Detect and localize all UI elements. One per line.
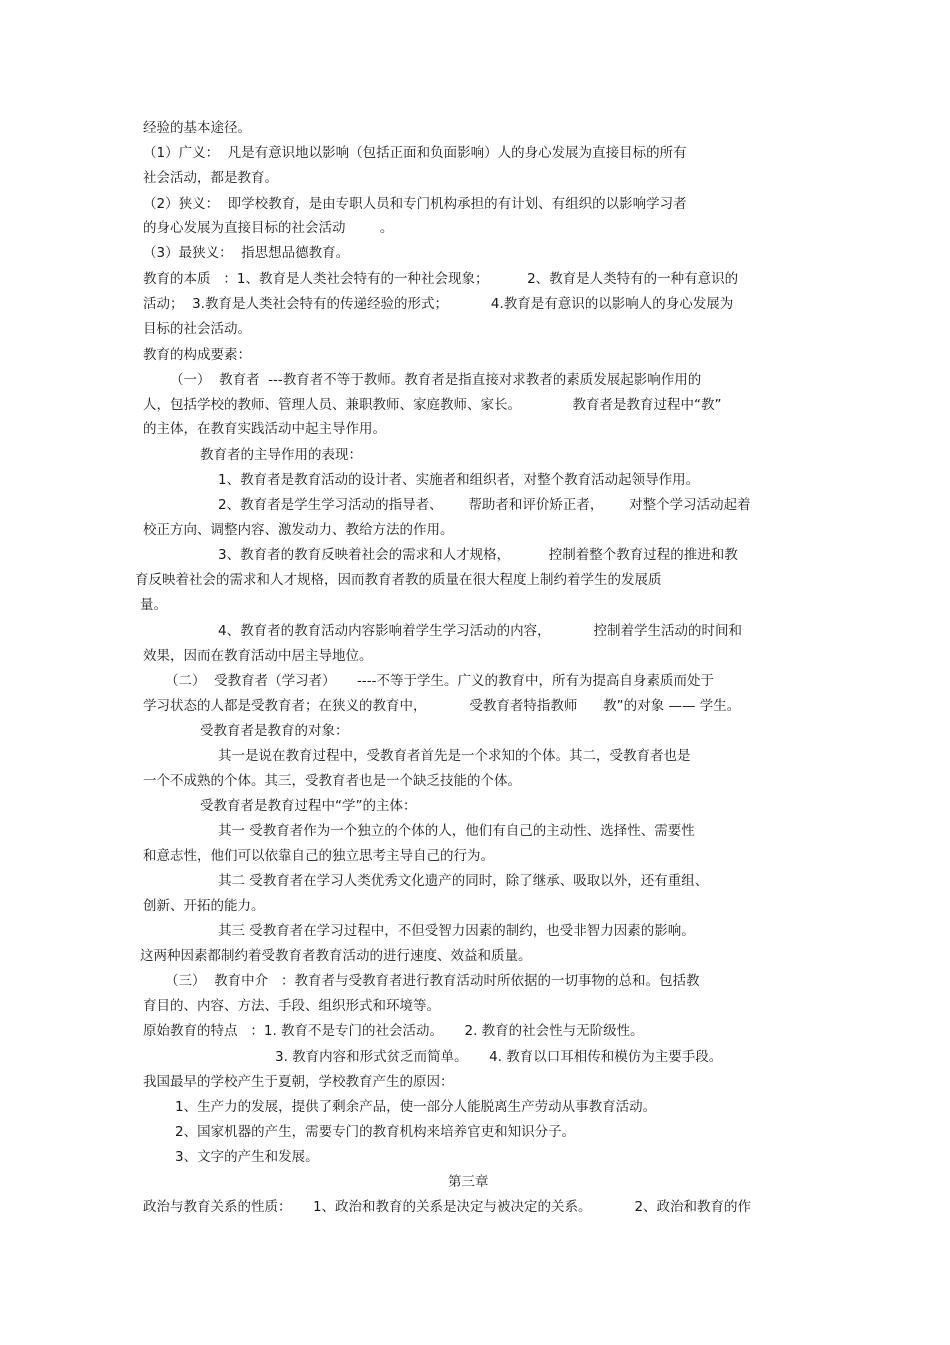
- text-line: （1）广义： 凡是有意识地以影响（包括正面和负面影响）人的身心发展为直接目标的所有: [143, 145, 687, 161]
- text-line: 3. 教育内容和形式贫乏而简单。 4. 教育以口耳相传和模仿为主要手段。: [275, 1049, 723, 1065]
- text-line: 人，包括学校的教师、管理人员、兼职教师、家庭教师、家长。 教育者是教育过程中“教”: [143, 397, 722, 413]
- text-line: 3、教育者的教育反映着社会的需求和人才规格， 控制着整个教育过程的推进和教: [218, 547, 738, 563]
- text-line: 经验的基本途径。: [143, 120, 251, 136]
- text-line: 效果，因而在教育活动中居主导地位。: [143, 648, 373, 664]
- text-line: （二） 受教育者（学习者） ----不等于学生。广义的教育中，所有为提高自身素质而处于: [165, 673, 715, 689]
- text-line: 受教育者是教育过程中“学”的主体：: [200, 798, 417, 814]
- text-line: 的主体，在教育实践活动中起主导作用。: [143, 421, 386, 437]
- text-line: 一个不成熟的个体。其三，受教育者也是一个缺乏技能的个体。: [143, 773, 521, 789]
- text-line: 社会活动，都是教育。: [143, 170, 278, 186]
- text-line: 校正方向、调整内容、激发动力、教给方法的作用。: [143, 522, 454, 538]
- chapter-heading: 第三章: [448, 1174, 489, 1190]
- text-line: 量。: [140, 597, 167, 613]
- text-line: 目标的社会活动。: [143, 321, 251, 337]
- text-line: 育目的、内容、方法、手段、组织形式和环境等。: [143, 998, 440, 1014]
- text-line: 育反映着社会的需求和人才规格，因而教育者教的质量在很大程度上制约着学生的发展质: [135, 572, 662, 588]
- text-line: 3、文字的产生和发展。: [175, 1149, 319, 1165]
- text-line: （一） 教育者 ---教育者不等于教师。教育者是指直接对求教者的素质发展起影响作用的: [170, 372, 702, 388]
- text-line: （2）狭义： 即学校教育，是由专职人员和专门机构承担的有计划、有组织的以影响学习者: [143, 196, 687, 212]
- text-line: （3）最狭义： 指思想品德教育。: [143, 245, 350, 261]
- text-line: 2、教育者是学生学习活动的指导者、 帮助者和评价矫正者， 对整个学习活动起着: [218, 497, 751, 513]
- text-line: 教育的构成要素：: [143, 347, 251, 363]
- text-line: 这两种因素都制约着受教育者教育活动的进行速度、效益和质量。: [140, 948, 532, 964]
- text-line: 和意志性，他们可以依靠自己的独立思考主导自己的行为。: [143, 848, 494, 864]
- text-line: 4、教育者的教育活动内容影响着学生学习活动的内容， 控制着学生活动的时间和: [218, 623, 743, 639]
- text-line: 我国最早的学校产生于夏朝，学校教育产生的原因：: [143, 1074, 454, 1090]
- text-line: 学习状态的人都是受教育者；在狭义的教育中， 受教育者特指教师 教”的对象 —— 学生。: [143, 698, 741, 714]
- text-line: 其二 受教育者在学习人类优秀文化遗产的同时，除了继承、吸取以外，还有重组、: [218, 873, 709, 889]
- text-line: 的身心发展为直接目标的社会活动 。: [143, 220, 394, 236]
- text-line: 教育者的主导作用的表现：: [200, 447, 362, 463]
- text-line: 政治与教育关系的性质： 1、政治和教育的关系是决定与被决定的关系。 2、政治和教育的作: [143, 1199, 752, 1215]
- text-line: 2、国家机器的产生，需要专门的教育机构来培养官吏和知识分子。: [175, 1124, 576, 1140]
- text-line: 1、生产力的发展，提供了剩余产品，使一部分人能脱离生产劳动从事教育活动。: [175, 1099, 657, 1115]
- text-line: 受教育者是教育的对象：: [200, 723, 349, 739]
- text-line: 教育的本质 ：1、教育是人类社会特有的一种社会现象； 2、教育是人类特有的一种有意识的: [143, 271, 739, 287]
- text-line: 创新、开拓的能力。: [143, 898, 265, 914]
- text-line: 其三 受教育者在学习过程中，不但受智力因素的制约，也受非智力因素的影响。: [218, 923, 695, 939]
- text-line: 其一 受教育者作为一个独立的个体的人，他们有自己的主动性、选择性、需要性: [218, 823, 695, 839]
- text-line: 1、教育者是教育活动的设计者、实施者和组织者，对整个教育活动起领导作用。: [218, 472, 700, 488]
- text-line: 其一是说在教育过程中，受教育者首先是一个求知的个体。其二，受教育者也是: [218, 748, 691, 764]
- text-line: 原始教育的特点 ：1. 教育不是专门的社会活动。 2. 教育的社会性与无阶级性。: [143, 1023, 644, 1039]
- text-line: （三） 教育中介 ：教育者与受教育者进行教育活动时所依据的一切事物的总和。包括教: [165, 973, 700, 989]
- text-line: 活动； 3.教育是人类社会特有的传递经验的形式； 4.教育是有意识的以影响人的身心发展为: [143, 296, 734, 312]
